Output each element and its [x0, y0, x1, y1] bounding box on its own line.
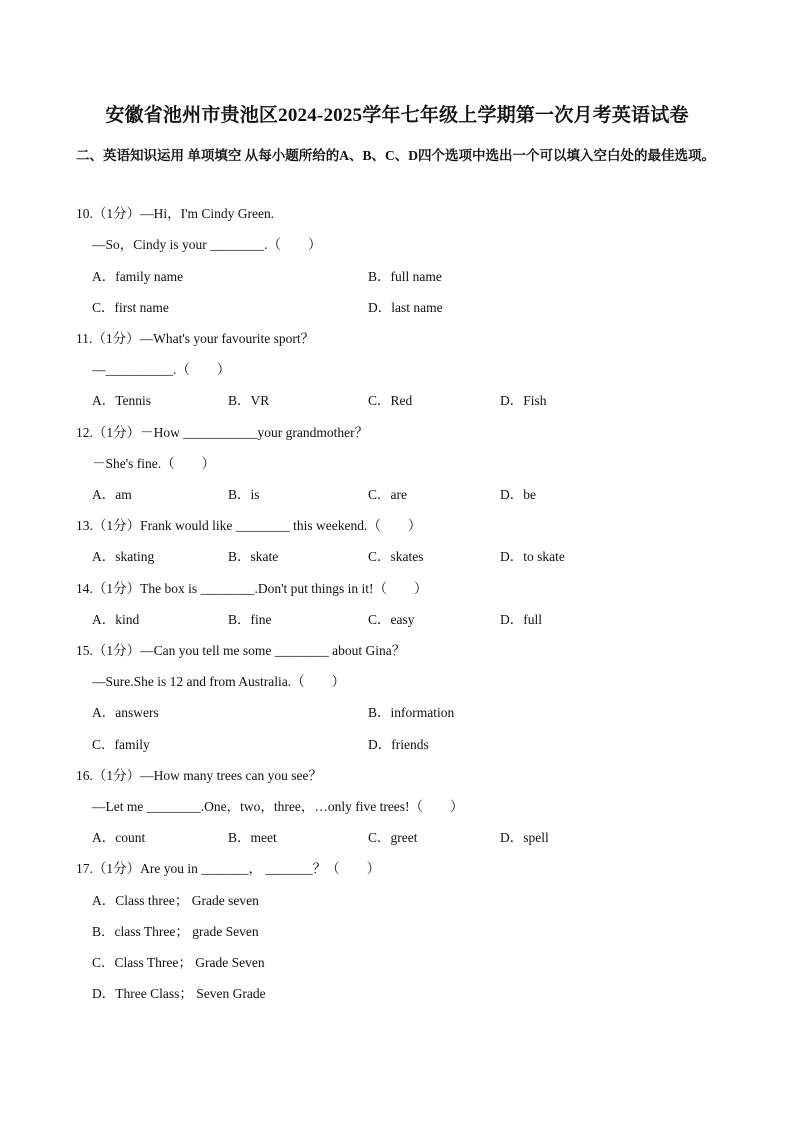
- question-17-option-a: A．Class three； Grade seven: [92, 893, 259, 908]
- question-14-option-d: D．full: [500, 612, 542, 627]
- question-15-option-c: C．family: [92, 737, 150, 752]
- question-16-line2: —Let me ________.One，two，three，…only five trees!（ ）: [92, 799, 464, 814]
- question-17-stem: 17.（1分）Are you in _______， _______？（ ）: [76, 861, 381, 876]
- section-instructions: 二、英语知识运用 单项填空 从每小题所给的A、B、C、D四个选项中选出一个可以填入空白处的最佳选项。: [76, 148, 716, 163]
- question-15-option-a: A．answers: [92, 705, 159, 720]
- question-17-option-b: B．class Three； grade Seven: [92, 924, 259, 939]
- question-11-option-d: D．Fish: [500, 393, 547, 408]
- question-16-stem: 16.（1分）—How many trees can you see？: [76, 768, 322, 783]
- question-13-stem: 13.（1分）Frank would like ________ this weekend.（ ）: [76, 518, 422, 533]
- question-15-option-d: D．friends: [368, 737, 429, 752]
- question-14-option-a: A．kind: [92, 612, 140, 627]
- question-14-stem: 14.（1分）The box is ________.Don't put things in it!（ ）: [76, 581, 428, 596]
- question-11-option-a: A．Tennis: [92, 393, 152, 408]
- question-10-stem: 10.（1分）—Hi，I'm Cindy Green.: [76, 206, 275, 221]
- question-14-option-b: B．fine: [228, 612, 272, 627]
- question-12-option-a: A．am: [92, 487, 132, 502]
- question-10-option-a: A．family name: [92, 269, 184, 284]
- question-11-option-c: C．Red: [368, 393, 413, 408]
- question-16-option-b: B．meet: [228, 830, 277, 845]
- question-13-option-a: A．skating: [92, 549, 155, 564]
- question-13-option-d: D．to skate: [500, 549, 565, 564]
- question-10-option-b: B．full name: [368, 269, 442, 284]
- question-16-option-a: A．count: [92, 830, 146, 845]
- question-11-line2: —__________.（ ）: [92, 362, 231, 377]
- question-12-line2: －She's fine.（ ）: [92, 456, 216, 471]
- question-13-option-b: B．skate: [228, 549, 279, 564]
- page-title: 安徽省池州市贵池区2024-2025学年七年级上学期第一次月考英语试卷: [105, 105, 689, 126]
- question-14-option-c: C．easy: [368, 612, 415, 627]
- question-11-option-b: B．VR: [228, 393, 270, 408]
- question-13-option-c: C．skates: [368, 549, 424, 564]
- question-15-stem: 15.（1分）—Can you tell me some ________ about Gina？: [76, 643, 406, 658]
- question-11-stem: 11.（1分）—What's your favourite sport？: [76, 331, 315, 346]
- question-16-option-c: C．greet: [368, 830, 418, 845]
- question-12-option-b: B．is: [228, 487, 260, 502]
- question-10-line2: —So，Cindy is your ________.（ ）: [92, 237, 322, 252]
- question-12-option-c: C．are: [368, 487, 407, 502]
- question-12-stem: 12.（1分）－How ___________your grandmother？: [76, 425, 369, 440]
- question-10-option-d: D．last name: [368, 300, 443, 315]
- question-16-option-d: D．spell: [500, 830, 549, 845]
- question-17-option-d: D．Three Class； Seven Grade: [92, 986, 266, 1001]
- question-10-option-c: C．first name: [92, 300, 169, 315]
- question-12-option-d: D．be: [500, 487, 536, 502]
- question-17-option-c: C．Class Three； Grade Seven: [92, 955, 265, 970]
- question-15-option-b: B．information: [368, 705, 455, 720]
- question-15-line2: —Sure.She is 12 and from Australia.（ ）: [92, 674, 346, 689]
